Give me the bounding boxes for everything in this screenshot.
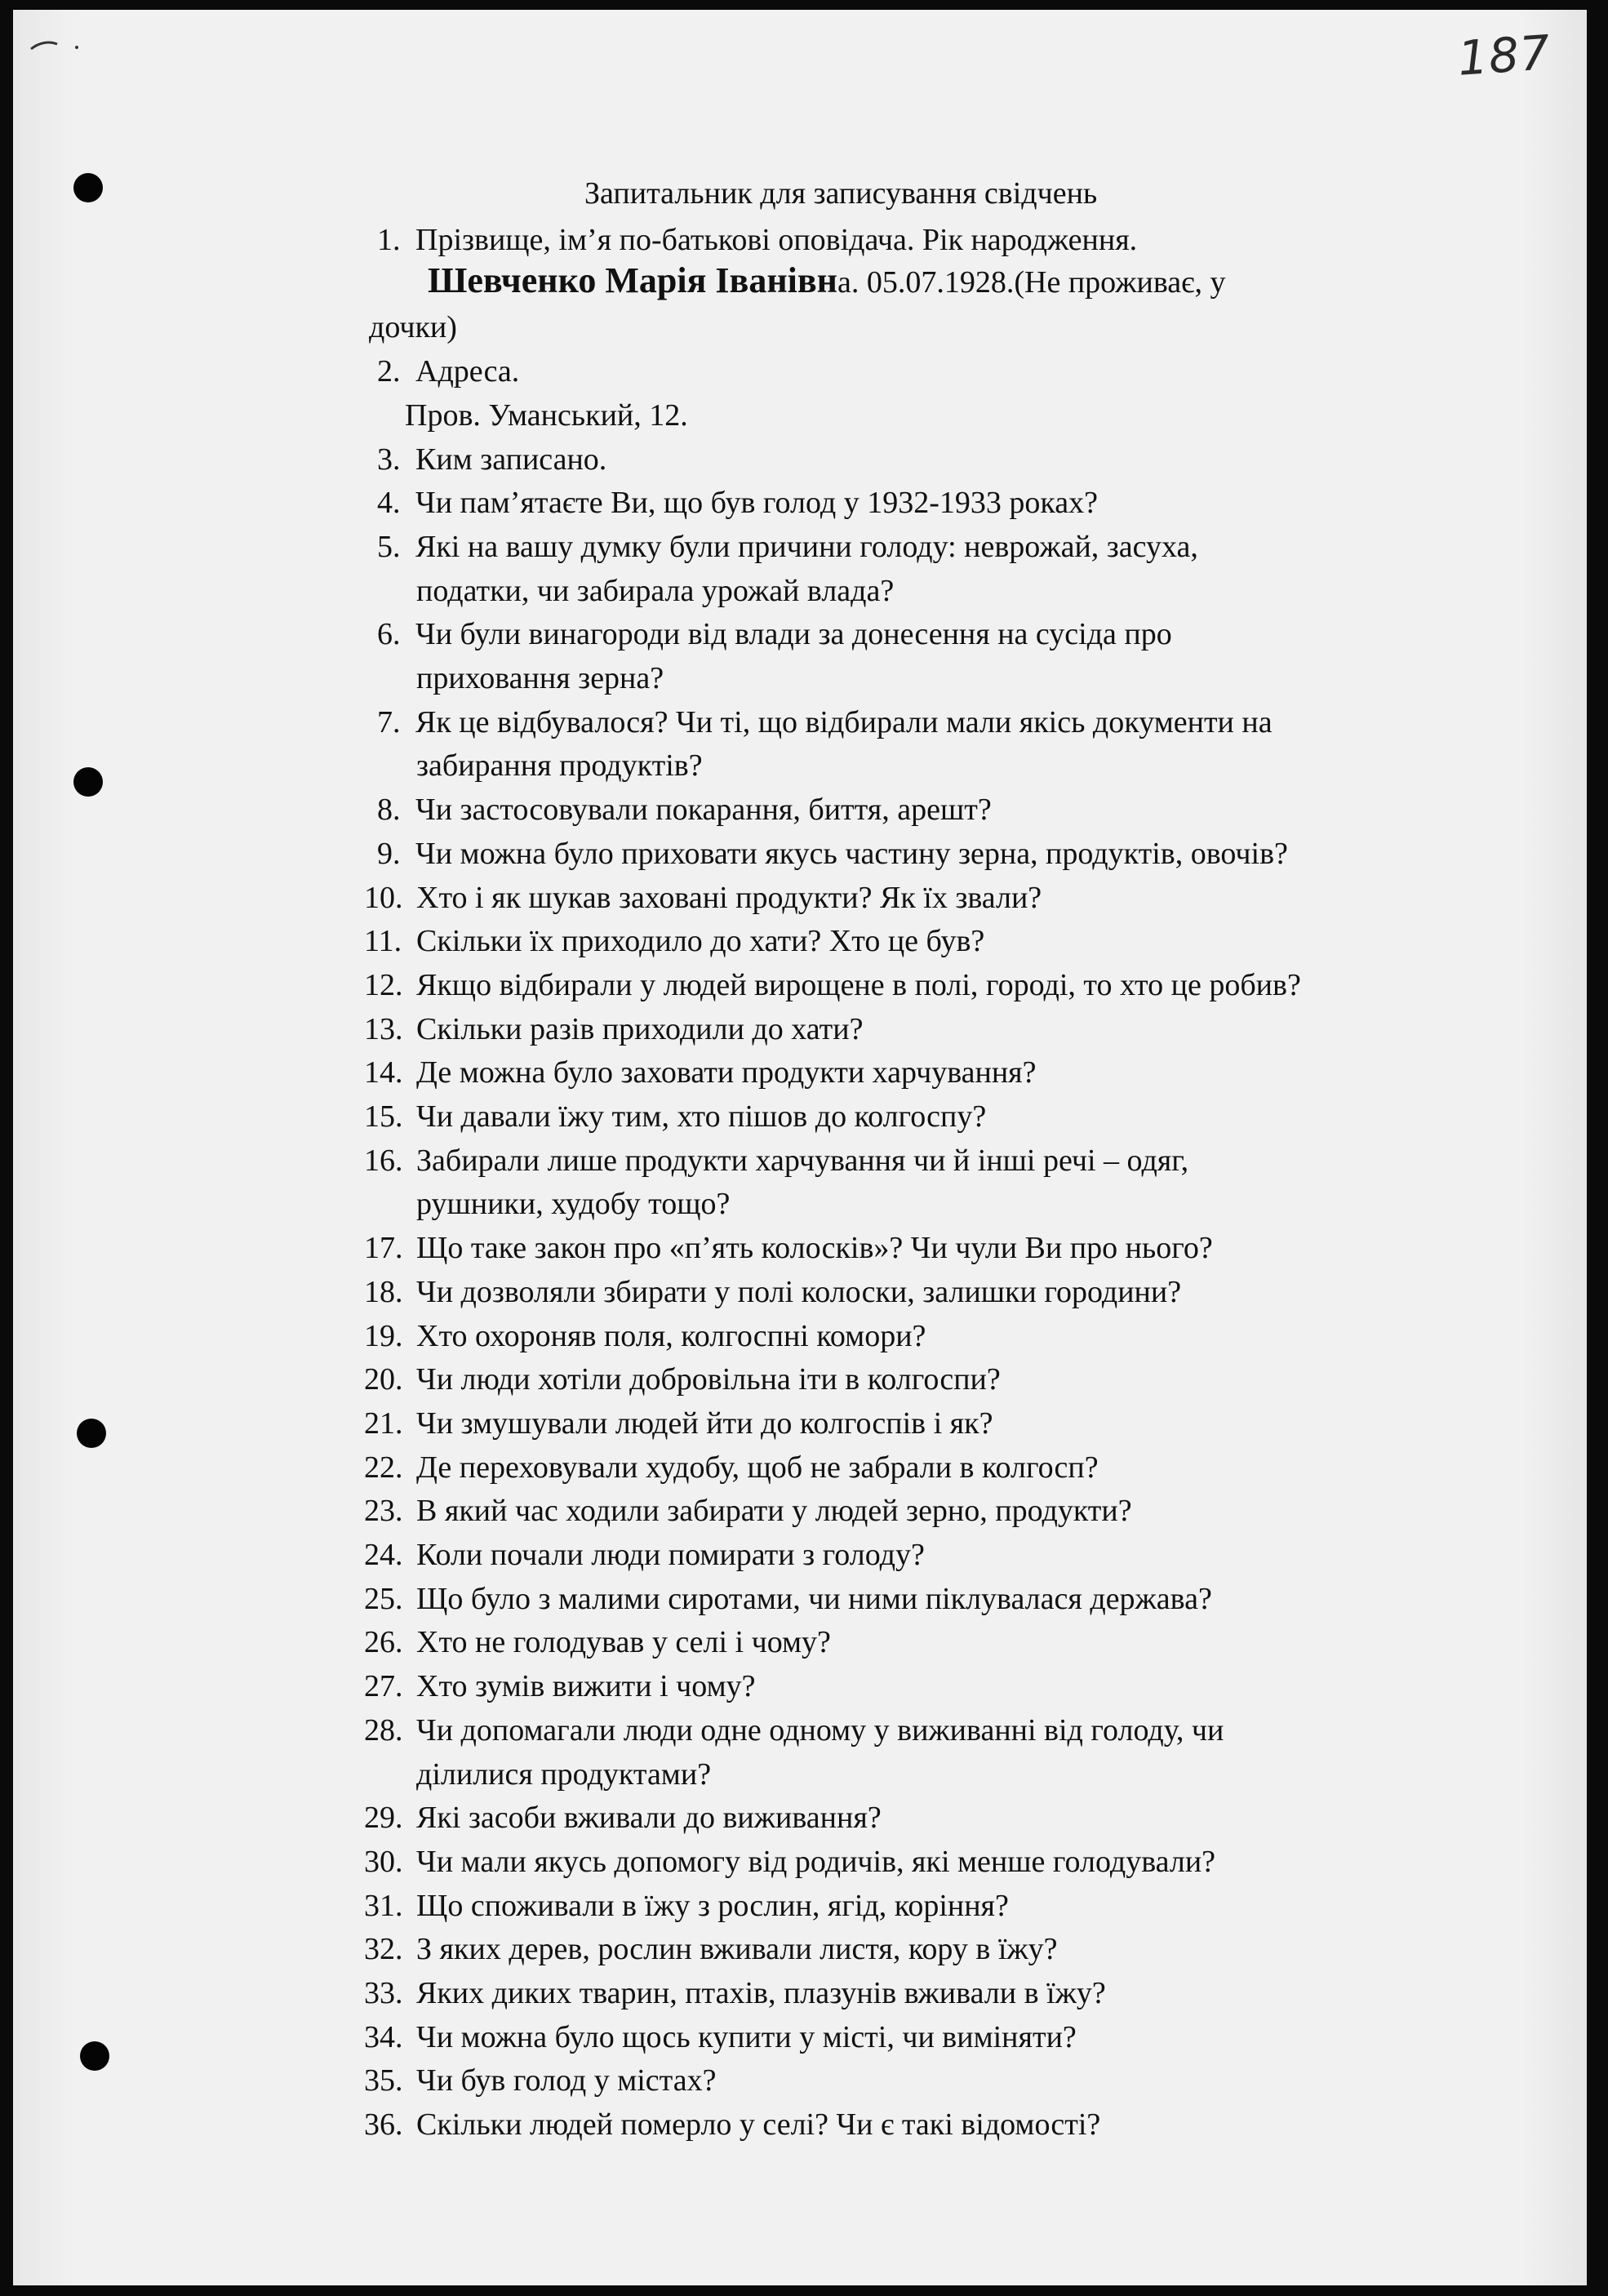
question-number: 17. [364, 1231, 403, 1266]
question-number: 35. [364, 2063, 403, 2098]
question-number: 12. [364, 967, 403, 1002]
question-text: Яких диких тварин, птахів, плазунів вживали в їжу? [416, 1976, 1106, 2010]
question-text: Скільки людей померло у селі? Чи є такі відомості? [416, 2107, 1101, 2143]
question-text: Скільки разів приходили до хати? [416, 1011, 864, 1046]
question-number: 24. [364, 1538, 403, 1572]
question-number: 36. [364, 2107, 403, 2143]
question-number: 1. [377, 223, 401, 257]
question-text: Ким записано. [415, 442, 607, 477]
question-text: Чи допомагали люди одне одному у виживанні від голоду, чи [416, 1712, 1224, 1748]
document-page [13, 10, 1587, 2285]
question-number: 2. [377, 354, 401, 389]
question-number: 10. [364, 880, 403, 915]
question-number: 29. [364, 1801, 403, 1836]
question-number: 32. [364, 1932, 403, 1967]
question-text: рушники, худобу тощо? [416, 1187, 731, 1222]
question-number: 30. [364, 1844, 403, 1879]
question-text: Що було з малими сиротами, чи ними піклувалася держава? [416, 1581, 1212, 1616]
question-number: 23. [364, 1494, 403, 1529]
question-text: Скільки їх приходило до хати? Хто це був? [416, 924, 985, 959]
question-text: Чи був голод у містах? [416, 2063, 717, 2098]
punch-hole [80, 2041, 109, 2071]
question-number: 25. [364, 1581, 403, 1616]
question-number: 6. [377, 617, 401, 652]
punch-hole [73, 767, 103, 797]
question-text: Чи застосовували покарання, биття, арешт? [415, 793, 992, 828]
punch-hole [77, 1419, 106, 1448]
question-number: 33. [364, 1976, 403, 2010]
question-text: Чи пам’ятаєте Ви, що був голод у 1932-1933 роках? [415, 486, 1099, 521]
question-number: 19. [364, 1318, 403, 1353]
question-text: Хто охороняв поля, колгоспні комори? [416, 1318, 926, 1353]
question-text: Хто не голодував у селі і чому? [416, 1625, 831, 1660]
pen-mark [29, 39, 87, 52]
question-number: 8. [377, 793, 401, 828]
question-number: 27. [364, 1669, 403, 1704]
question-text: податки, чи забирала урожай влада? [416, 573, 895, 608]
respondent-name: Шевченко Марія Іванівн [428, 260, 838, 300]
question-text: Прізвище, ім’я по-батькові оповідача. Рік народження. [415, 223, 1138, 257]
question-text: приховання зерна? [416, 661, 664, 695]
question-number: 22. [364, 1450, 403, 1485]
handwritten-page-number: 187 [1456, 24, 1553, 87]
question-text: Чи можна було приховати якусь частину зерна, продуктів, овочів? [415, 836, 1288, 871]
question-text: Де переховували худобу, щоб не забрали в колгосп? [416, 1450, 1099, 1485]
question-text: З яких дерев, рослин вживали листя, кору в їжу? [416, 1932, 1058, 1967]
question-number: 15. [364, 1099, 403, 1134]
respondent-note: дочки) [369, 310, 457, 345]
question-text: Як це відбувалося? Чи ті, що відбирали мали якісь документи на [415, 704, 1273, 739]
question-text: Адреса. [415, 354, 520, 389]
question-number: 3. [377, 442, 401, 477]
question-text: Чи можна було щось купити у місті, чи виміняти? [416, 2019, 1077, 2054]
question-number: 31. [364, 1888, 403, 1923]
question-number: 34. [364, 2019, 403, 2054]
respondent-birthdate: а. 05.07.1928.(Не проживає, у [837, 264, 1226, 300]
question-number: 28. [364, 1712, 403, 1748]
question-text: Коли почали люди помирати з голоду? [416, 1538, 925, 1572]
question-text: Хто і як шукав заховані продукти? Як їх звали? [416, 880, 1042, 915]
question-text: Чи давали їжу тим, хто пішов до колгоспу? [416, 1099, 987, 1134]
question-text: ділилися продуктами? [416, 1756, 712, 1792]
question-text: Хто зумів вижити і чому? [416, 1669, 756, 1704]
page-title: Запитальник для записування свідчень [584, 176, 1098, 211]
question-number: 7. [377, 704, 401, 739]
question-text: Чи змушували людей йти до колгоспів і як? [416, 1406, 993, 1441]
question-text: Забирали лише продукти харчування чи й інші речі – одяг, [416, 1143, 1189, 1178]
question-number: 16. [364, 1143, 403, 1178]
question-text: Що споживали в їжу з рослин, ягід, коріння? [416, 1888, 1009, 1923]
question-text: Що таке закон про «п’ять колосків»? Чи чули Ви про нього? [416, 1231, 1213, 1266]
question-number: 18. [364, 1274, 403, 1309]
question-number: 21. [364, 1406, 403, 1441]
question-text: Чи люди хотіли добровільна іти в колгоспи? [416, 1362, 1001, 1397]
question-text: Чи дозволяли збирати у полі колоски, залишки городини? [416, 1274, 1182, 1309]
question-number: 20. [364, 1362, 403, 1397]
question-number: 4. [377, 486, 401, 521]
question-text: Чи мали якусь допомогу від родичів, які менше голодували? [416, 1844, 1216, 1879]
question-text: Чи були винагороди від влади за донесення на сусіда про [415, 617, 1172, 652]
question-text: Де можна було заховати продукти харчування? [416, 1055, 1037, 1090]
question-number: 5. [377, 529, 401, 564]
question-number: 26. [364, 1625, 403, 1660]
punch-hole [73, 173, 103, 202]
question-number: 11. [364, 924, 402, 959]
question-number: 14. [364, 1055, 403, 1090]
question-number: 13. [364, 1011, 403, 1046]
question-text: Якщо відбирали у людей вирощене в полі, городі, то хто це робив? [416, 967, 1301, 1002]
respondent-address: Пров. Уманський, 12. [405, 397, 688, 433]
question-text: забирання продуктів? [416, 748, 703, 784]
question-number: 9. [377, 836, 401, 871]
respondent-line [428, 259, 1225, 304]
question-text: В який час ходили забирати у людей зерно, продукти? [416, 1494, 1132, 1529]
question-text: Які засоби вживали до виживання? [416, 1801, 882, 1836]
question-text: Які на вашу думку були причини голоду: неврожай, засуха, [415, 529, 1198, 564]
